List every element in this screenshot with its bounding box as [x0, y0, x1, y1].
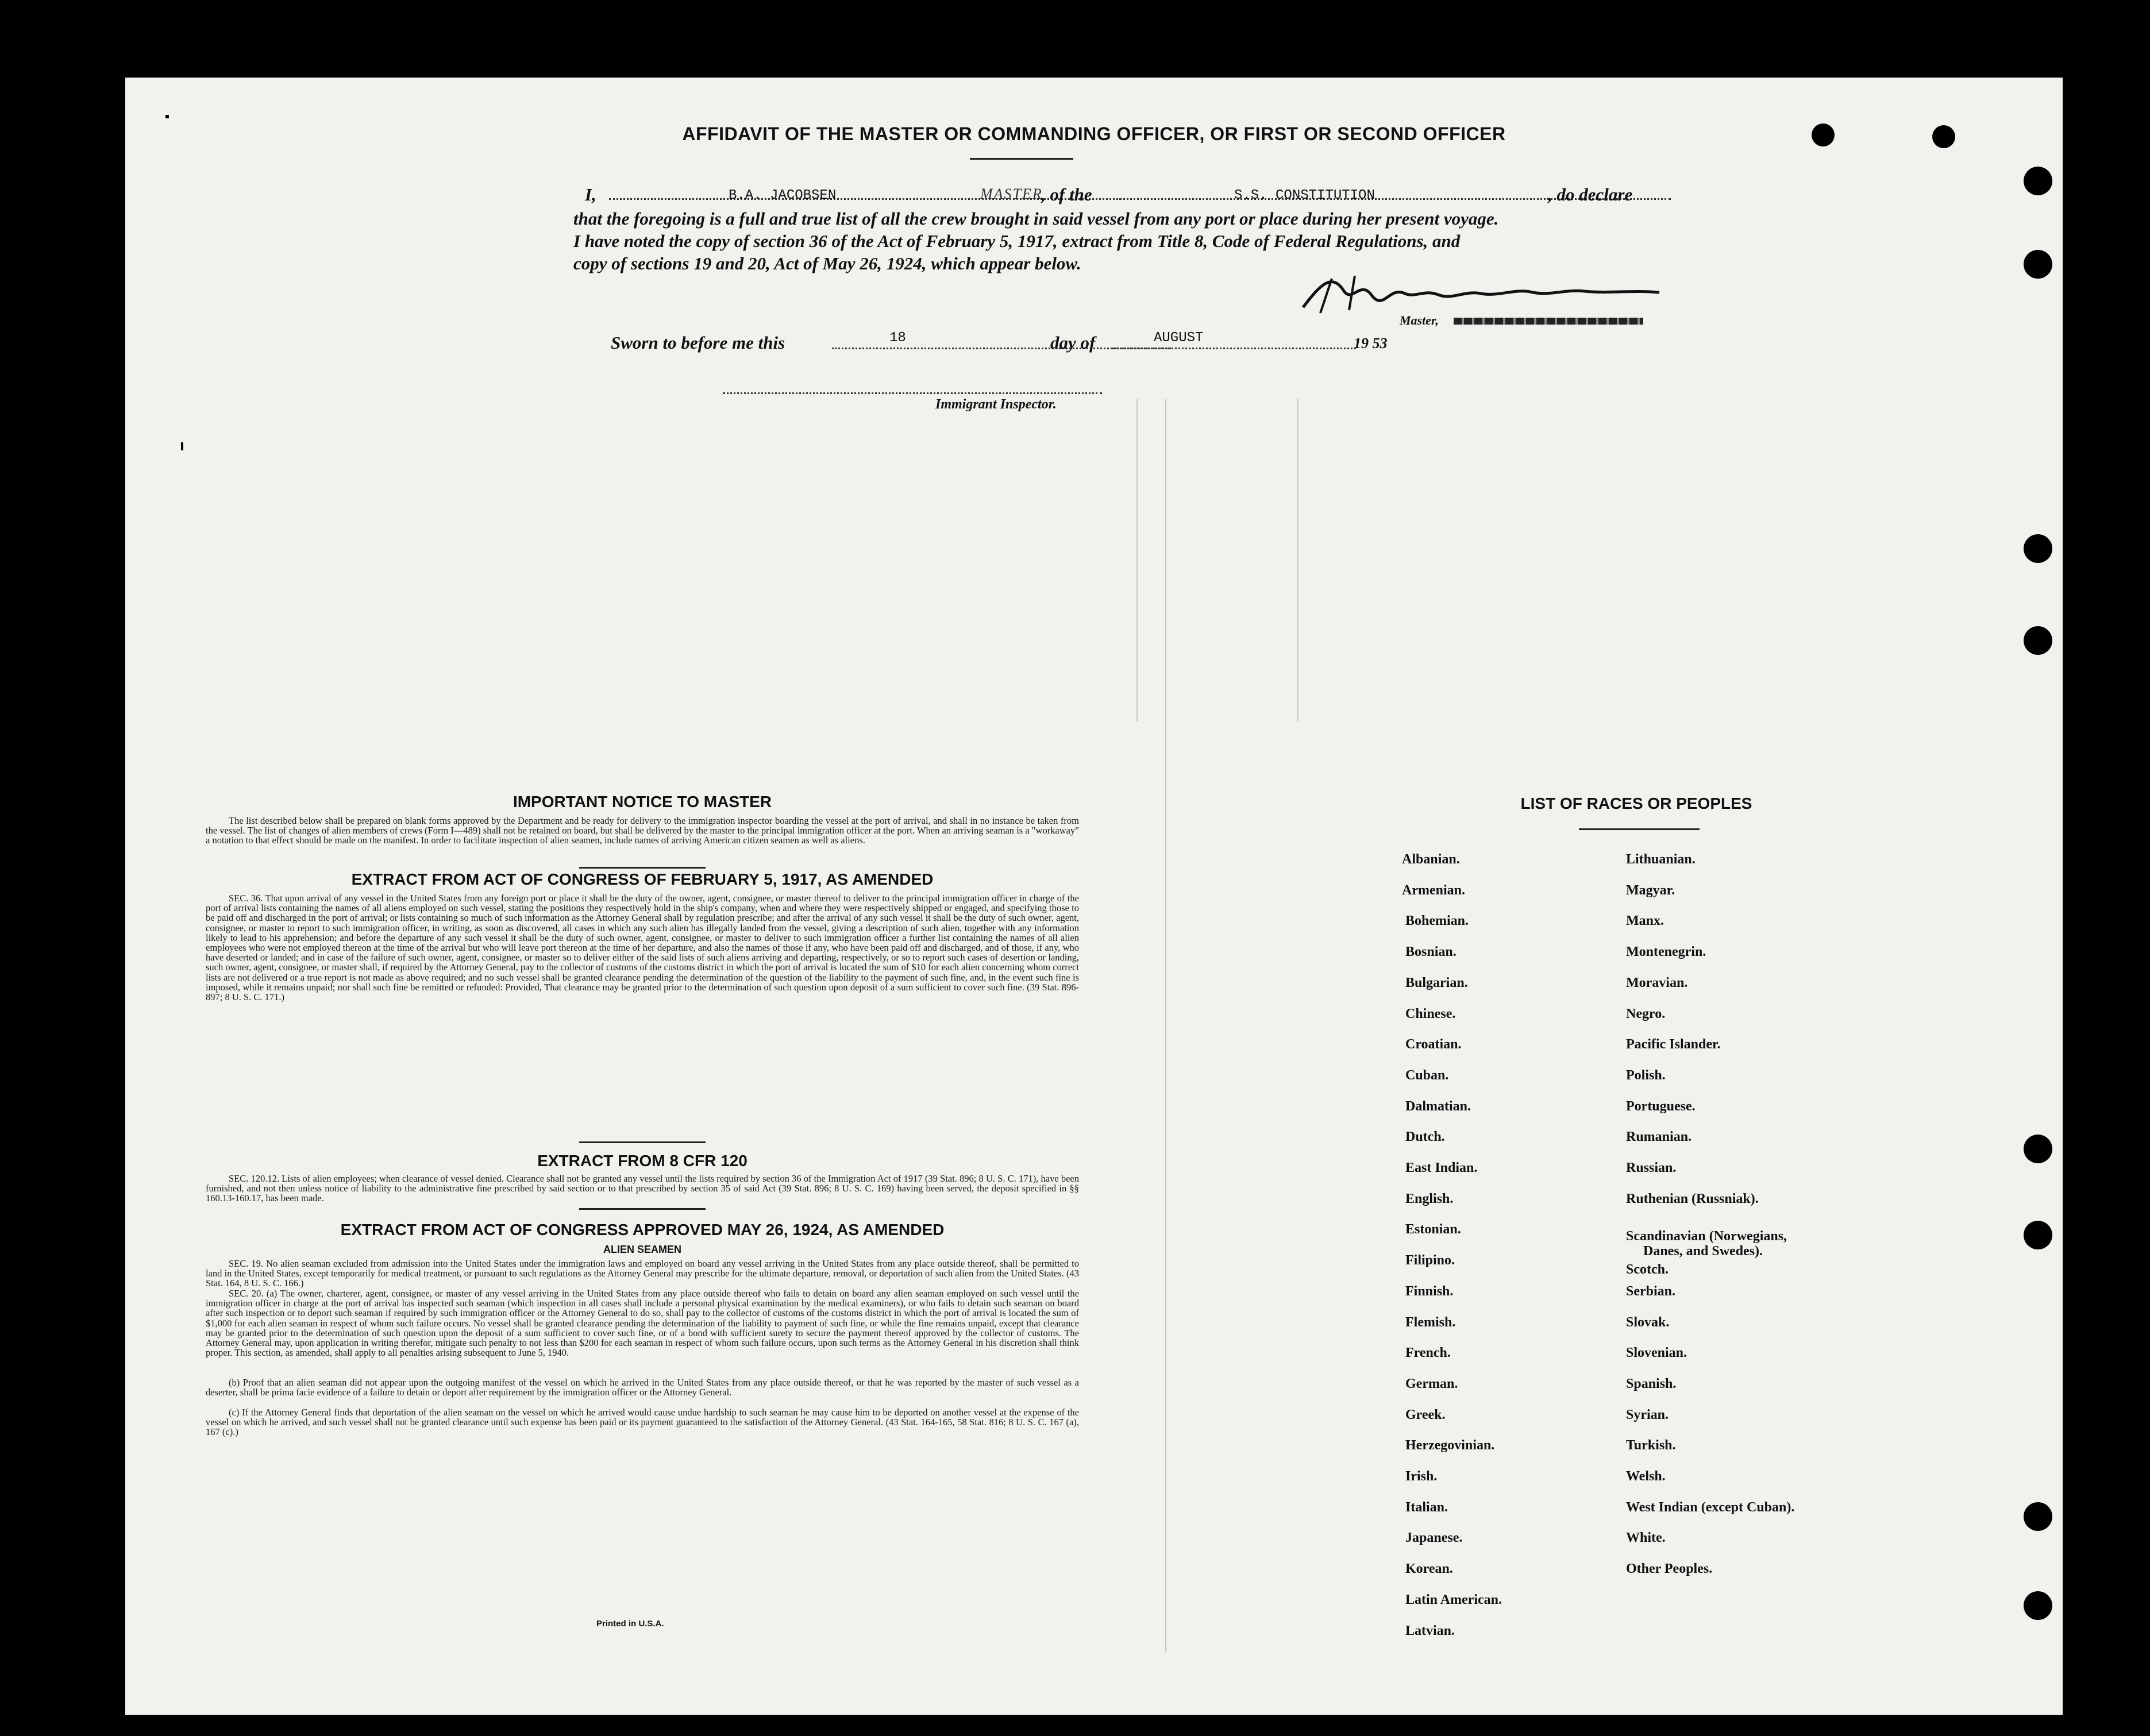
sec19-text: SEC. 19. No alien seaman excluded from admission into the United States under the immigration laws and employed on board any vessel arriving in the United States from any place outside thereof, shall be permitted to land in the United States, except temporarily for medical treatment, or pursuant to such regulations as the Attorney General may prescribe for the ultimate departure, removal, or deportation of such alien from the United States. (43 Stat. 164, 8 U. S. C. 166.): [206, 1258, 1079, 1289]
struck-out-text: [1454, 318, 1643, 325]
race-item: Manx.: [1626, 913, 1664, 929]
affidavit-title: AFFIDAVIT OF THE MASTER OR COMMANDING OFFICER, OR FIRST OR SECOND OFFICER: [682, 124, 1506, 144]
race-item: Russian.: [1626, 1160, 1677, 1175]
race-item: Ruthenian (Russniak).: [1626, 1191, 1759, 1206]
column-line: [1136, 399, 1138, 721]
extract-1924-title: EXTRACT FROM ACT OF CONGRESS APPROVED MAY 26, 1924, AS AMENDED: [340, 1221, 945, 1239]
race-item: Estonian.: [1405, 1222, 1461, 1237]
race-item: Magyar.: [1626, 882, 1675, 898]
race-item: Polish.: [1626, 1067, 1666, 1083]
binder-hole: [1812, 124, 1835, 146]
extract-1924-subtitle: ALIEN SEAMEN: [603, 1244, 681, 1255]
race-item: Danes, and Swedes).: [1643, 1244, 1763, 1259]
race-item: Lithuanian.: [1626, 852, 1696, 867]
affidavit-line3: I have noted the copy of section 36 of the Act of February 5, 1917, extract from Title 8, Code of Federal Regulations, and: [573, 231, 1461, 251]
race-item: Scotch.: [1626, 1262, 1669, 1278]
race-item: Chinese.: [1405, 1006, 1456, 1021]
race-item: Bosnian.: [1405, 944, 1457, 960]
affidavit-line1-prefix: I,: [585, 184, 596, 205]
dust-speck: [181, 442, 183, 450]
binder-hole: [2024, 1502, 2052, 1531]
divider: [579, 1208, 706, 1210]
affidavit-line4: copy of sections 19 and 20, Act of May 26, 1924, which appear below.: [573, 253, 1081, 273]
sec20b-text: (b) Proof that an alien seaman did not appear upon the outgoing manifest of the vessel on which he arrived in the United States from any place outside thereof, or that he was reported by the master of such vessel as a deserter, shall be prima facie evidence of a failure to detain or deport after requirement by the immigration officer or the Attorney General.: [206, 1377, 1079, 1398]
race-item: Spanish.: [1626, 1376, 1677, 1391]
race-item: Albanian.: [1402, 852, 1460, 867]
column-line: [1165, 399, 1166, 1652]
vessel-name: S.S. CONSTITUTION: [1234, 188, 1375, 203]
race-item: Syrian.: [1626, 1407, 1669, 1422]
inspector-label: Immigrant Inspector.: [935, 397, 1057, 412]
race-item: Italian.: [1405, 1499, 1448, 1515]
race-item: Other Peoples.: [1626, 1561, 1713, 1577]
race-item: White.: [1626, 1530, 1666, 1546]
race-item: Bohemian.: [1405, 913, 1469, 929]
race-item: Dalmatian.: [1405, 1098, 1471, 1114]
race-item: Croatian.: [1405, 1037, 1462, 1052]
sworn-prefix: Sworn to before me this: [611, 333, 785, 353]
extract-cfr-text: SEC. 120.12. Lists of alien employees; when clearance of vessel denied. Clearance shall not be granted any vessel until the lists required by section 36 of the Immigration Act of 1917 (39 Stat. 896; 8 U. S. C. 171), have been furnished, and not then unless notice of liability to the administrative fine prescribed by said section or to that prescribed by section 35 of said Act (39 Stat. 896; 8 U. S. C. 169) having been served, the deposit specified in §§ 160.13-160.17, has been made.: [206, 1173, 1079, 1204]
race-item: Dutch.: [1405, 1129, 1445, 1145]
races-underline: [1579, 828, 1700, 830]
race-item: Scandinavian (Norwegians,: [1626, 1229, 1787, 1244]
race-item: Rumanian.: [1626, 1129, 1692, 1145]
race-item: English.: [1405, 1191, 1454, 1206]
race-item: Latvian.: [1405, 1623, 1455, 1638]
sworn-mid: day of: [1050, 333, 1096, 353]
binder-hole: [2024, 534, 2052, 563]
binder-hole: [2024, 626, 2052, 655]
signature-role: Master,: [1400, 313, 1439, 327]
race-item: Cuban.: [1405, 1067, 1449, 1083]
dust-speck: [165, 115, 169, 118]
race-item: Slovenian.: [1626, 1345, 1687, 1361]
binder-hole: [1932, 125, 1955, 148]
inspector-blank: [723, 392, 1102, 394]
sworn-month: AUGUST: [1154, 330, 1204, 346]
binder-hole: [2024, 250, 2052, 279]
divider: [579, 867, 706, 869]
officer-name: B.A. JACOBSEN: [729, 188, 837, 203]
binder-hole: [2024, 167, 2052, 195]
race-item: Flemish.: [1405, 1314, 1456, 1330]
extract-1917-text: SEC. 36. That upon arrival of any vessel in the United States from any foreign port or place it shall be the duty of the owner, agent, consignee, or master thereof to deliver to the principal immigration officer in charge of the port of arrival lists containing the names of all aliens employed on such vessel, stating the positions they respectively hold in the ship's company, when and where they were respectively shipped or engaged, and specifying those to be paid off and discharged in the port of arrival; or lists containing so much of such information as the Attorney General shall by regulation prescribe; and after the arrival of any such vessel it shall be the duty of such owner, agent, consignee, or master to report to such immigration officer, in writing, as soon as discovered, all cases in which any such alien has illegally landed from the vessel, giving a description of such alien, together with any information likely to lead to his apprehension; and before the departure of any such vessel it shall be the duty of such owner, agent, consignee, or master to deliver to such immigration officer a further list containing the names of all alien employees who were not employed thereon at the time of the arrival but who will leave port thereon at the time of her departure, and also the names of those if any, who have been paid off and discharged, and of those, if any, who have deserted or landed; and in case of the failure of such owner, agent, consignee, or master so to deliver either of the said lists of such aliens arriving and departing, respectively, or so to report such cases of desertion or landing, such owner, agent, consignee, or master shall, if required by the Attorney General, pay to the collector of customs of the customs district in which the port of arrival is located the sum of $10 for each alien concerning whom correct lists are not delivered or a true report is not made as above required; and no such vessel shall be granted clearance pending the determination of the question of the liability to the payment of such fine, and, in the event such fine is imposed, while it remains unpaid; nor shall such fine be remitted or refunded: Provided, That clearance may be granted prior to the determination of such question upon deposit of a sum sufficient to cover such fine. (39 Stat. 896-897; 8 U. S. C. 171.): [206, 893, 1079, 1003]
document-page: [125, 78, 2063, 1715]
race-item: Welsh.: [1626, 1469, 1666, 1484]
race-item: Slovak.: [1626, 1314, 1670, 1330]
binder-hole: [2024, 1135, 2052, 1163]
divider: [579, 1141, 706, 1143]
race-item: Filipino.: [1405, 1253, 1455, 1268]
race-item: Pacific Islander.: [1626, 1037, 1721, 1052]
important-notice-title: IMPORTANT NOTICE TO MASTER: [513, 793, 772, 811]
month-blank: [1112, 348, 1356, 349]
sworn-day: 18: [889, 330, 906, 346]
sec20a-text: SEC. 20. (a) The owner, charterer, agent, consignee, or master of any vessel arriving in the United States from any place outside thereof who fails to detain on board any alien seaman employed on such vessel until the immigration officer in charge at the port of arrival has inspected such seaman (which inspection in all cases shall include a personal physical examination by the medical examiners), or who fails to detain such seaman on board after such inspection or to deport such seaman if required by such immigration officer or the Attorney General to do so, shall pay to the collector of customs of the customs district in which the port of arrival is located the sum of $1,000 for each alien seaman in respect of whom such failure occurs. No vessel shall be granted clearance pending the determination of the liability to payment of such fine, or while the fine remains unpaid, except that clearance may be granted prior to the determination of such question upon the deposit of a sum sufficient to cover such fine, or of a bond with sufficient surety to secure the payment thereof approved by the collector of customs. The Attorney General may, upon application in writing therefor, mitigate such penalty to not less than $200 for each seaman in respect of whom such failure occurs, upon such terms as the Attorney General in his discretion shall think proper. This section, as amended, shall apply to all penalties arising subsequent to June 5, 1940.: [206, 1288, 1079, 1359]
race-item: Armenian.: [1402, 882, 1465, 898]
race-item: Portuguese.: [1626, 1098, 1696, 1114]
affidavit-line2: that the foregoing is a full and true list of all the crew brought in said vessel from any port or place during her present voyage.: [573, 209, 1499, 229]
binder-hole: [2024, 1591, 2052, 1620]
race-item: French.: [1405, 1345, 1451, 1361]
race-item: Greek.: [1405, 1407, 1446, 1422]
race-item: Turkish.: [1626, 1438, 1676, 1453]
race-item: Korean.: [1405, 1561, 1453, 1577]
master-signature: [1297, 267, 1665, 319]
title-underline: [970, 158, 1073, 160]
race-item: Negro.: [1626, 1006, 1666, 1021]
race-item: Serbian.: [1626, 1283, 1676, 1299]
sworn-year: 19 53: [1354, 335, 1388, 352]
affidavit-line1-suffix: , do declare: [1548, 184, 1633, 205]
extract-cfr-title: EXTRACT FROM 8 CFR 120: [537, 1152, 748, 1170]
binder-hole: [2024, 1221, 2052, 1249]
race-item: Irish.: [1405, 1469, 1438, 1484]
sec20c-text: (c) If the Attorney General finds that deportation of the alien seaman on the vessel on which he arrived would cause undue hardship to such seaman he may cause him to be deported on another vessel at the expense of the vessel on which he arrived, and such vessel shall not be granted clearance until such expense has been paid or its payment guaranteed to the satisfaction of the Attorney General. (43 Stat. 164-165, 58 Stat. 816; 8 U. S. C. 167 (a), 167 (c).): [206, 1407, 1079, 1438]
column-line: [1297, 399, 1299, 721]
race-item: Japanese.: [1405, 1530, 1463, 1546]
races-title: LIST OF RACES OR PEOPLES: [1520, 794, 1752, 812]
race-item: Finnish.: [1405, 1283, 1454, 1299]
race-item: West Indian (except Cuban).: [1626, 1499, 1795, 1515]
race-item: East Indian.: [1405, 1160, 1478, 1175]
important-notice-text: The list described below shall be prepared on blank forms approved by the Department and be ready for delivery to the immigration inspector boarding the vessel at the port of arrival, and shall in no instance be taken from the vessel. The list of changes of alien members of crews (Form I—489) shall not be retained on board, but shall be delivered by the master to the principal immigration officer at the port. When an arriving seaman is a "workaway" a notation to that effect should be made on the manifest. In order to facilitate inspection of alien seamen, include names of arriving American citizen seamen as well as aliens.: [206, 815, 1079, 846]
race-item: Latin American.: [1405, 1592, 1502, 1607]
race-item: Montenegrin.: [1626, 944, 1706, 960]
extract-1917-title: EXTRACT FROM ACT OF CONGRESS OF FEBRUARY 5, 1917, AS AMENDED: [351, 870, 934, 888]
race-item: Moravian.: [1626, 975, 1688, 990]
race-item: Herzegovinian.: [1405, 1438, 1495, 1453]
race-item: Bulgarian.: [1405, 975, 1468, 990]
printed-in-usa: Printed in U.S.A.: [596, 1619, 664, 1629]
race-item: German.: [1405, 1376, 1458, 1391]
affidavit-line1-mid: , of the: [1041, 184, 1092, 205]
handwritten-title: MASTER: [980, 186, 1043, 202]
